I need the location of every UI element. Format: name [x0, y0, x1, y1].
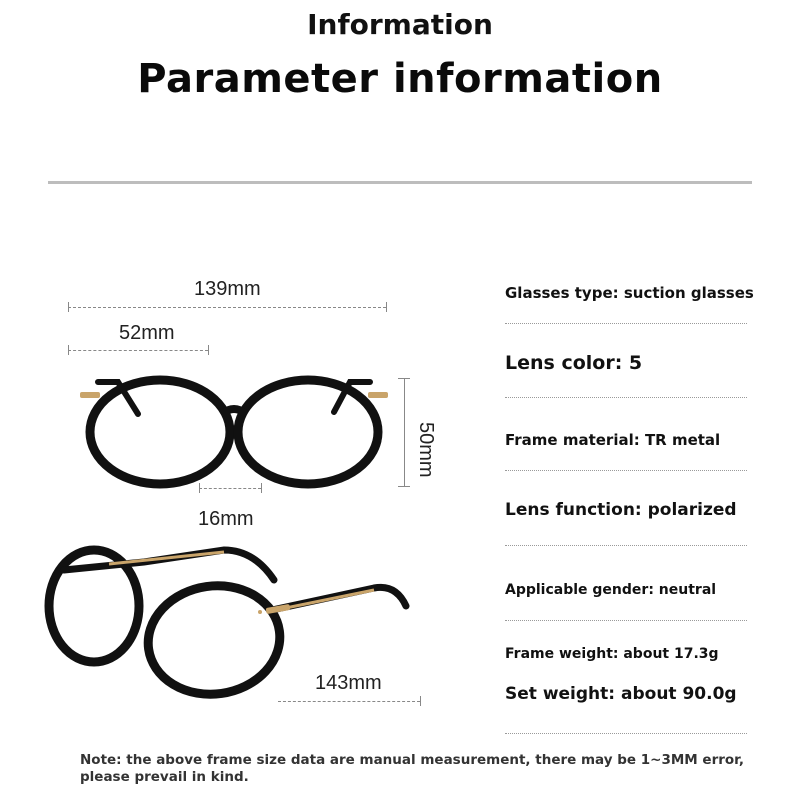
- spec-lens-function: Lens function: polarized: [505, 500, 737, 520]
- temple-length-tick: [420, 696, 421, 706]
- lens-height-label: 50mm: [415, 422, 437, 478]
- spec-glasses-type: Glasses type: suction glasses: [505, 284, 754, 302]
- lens-width-line: [68, 350, 208, 351]
- lens-width-tick-right: [208, 345, 209, 355]
- footer-note: Note: the above frame size data are manual measurement, there may be 1~3MM error, please prevail in kind.: [80, 752, 744, 785]
- spec-frame-weight: Frame weight: about 17.3g: [505, 646, 719, 662]
- left-rivet: [94, 394, 98, 398]
- spec-separator-4: [505, 545, 747, 546]
- total-width-label: 139mm: [194, 278, 261, 300]
- bridge: [222, 409, 246, 414]
- angle-rivet: [258, 610, 262, 614]
- spec-separator-1: [505, 323, 747, 324]
- spec-applicable-gender: Applicable gender: neutral: [505, 582, 717, 598]
- bridge-width-label: 16mm: [198, 508, 254, 530]
- lens-height-line: [404, 378, 405, 486]
- spec-frame-material: Frame material: TR metal: [505, 431, 721, 449]
- lens-width-tick-left: [68, 345, 69, 355]
- spec-separator-5: [505, 620, 747, 621]
- total-width-tick-right: [386, 302, 387, 312]
- spec-separator-6: [505, 733, 747, 734]
- glasses-front-illustration: [72, 372, 402, 492]
- total-width-line: [68, 307, 386, 308]
- angle-back-temple-metal: [109, 552, 224, 564]
- right-rivet: [370, 394, 374, 398]
- left-lens-rim: [90, 380, 230, 484]
- angle-right-lens-rim: [141, 577, 287, 702]
- spec-lens-color: Lens color: 5: [505, 352, 643, 374]
- total-width-tick-left: [68, 302, 69, 312]
- right-lens-rim: [238, 380, 378, 484]
- temple-length-label: 143mm: [315, 672, 382, 694]
- angle-front-temple-metal: [276, 590, 374, 610]
- spec-set-weight: Set weight: about 90.0g: [505, 684, 737, 704]
- lens-width-label: 52mm: [119, 322, 175, 344]
- spec-separator-3: [505, 470, 747, 471]
- section-title: Information: [307, 8, 493, 41]
- spec-separator-2: [505, 397, 747, 398]
- header-divider: [48, 181, 752, 184]
- temple-length-line: [278, 701, 420, 702]
- page-title: Parameter information: [137, 56, 663, 102]
